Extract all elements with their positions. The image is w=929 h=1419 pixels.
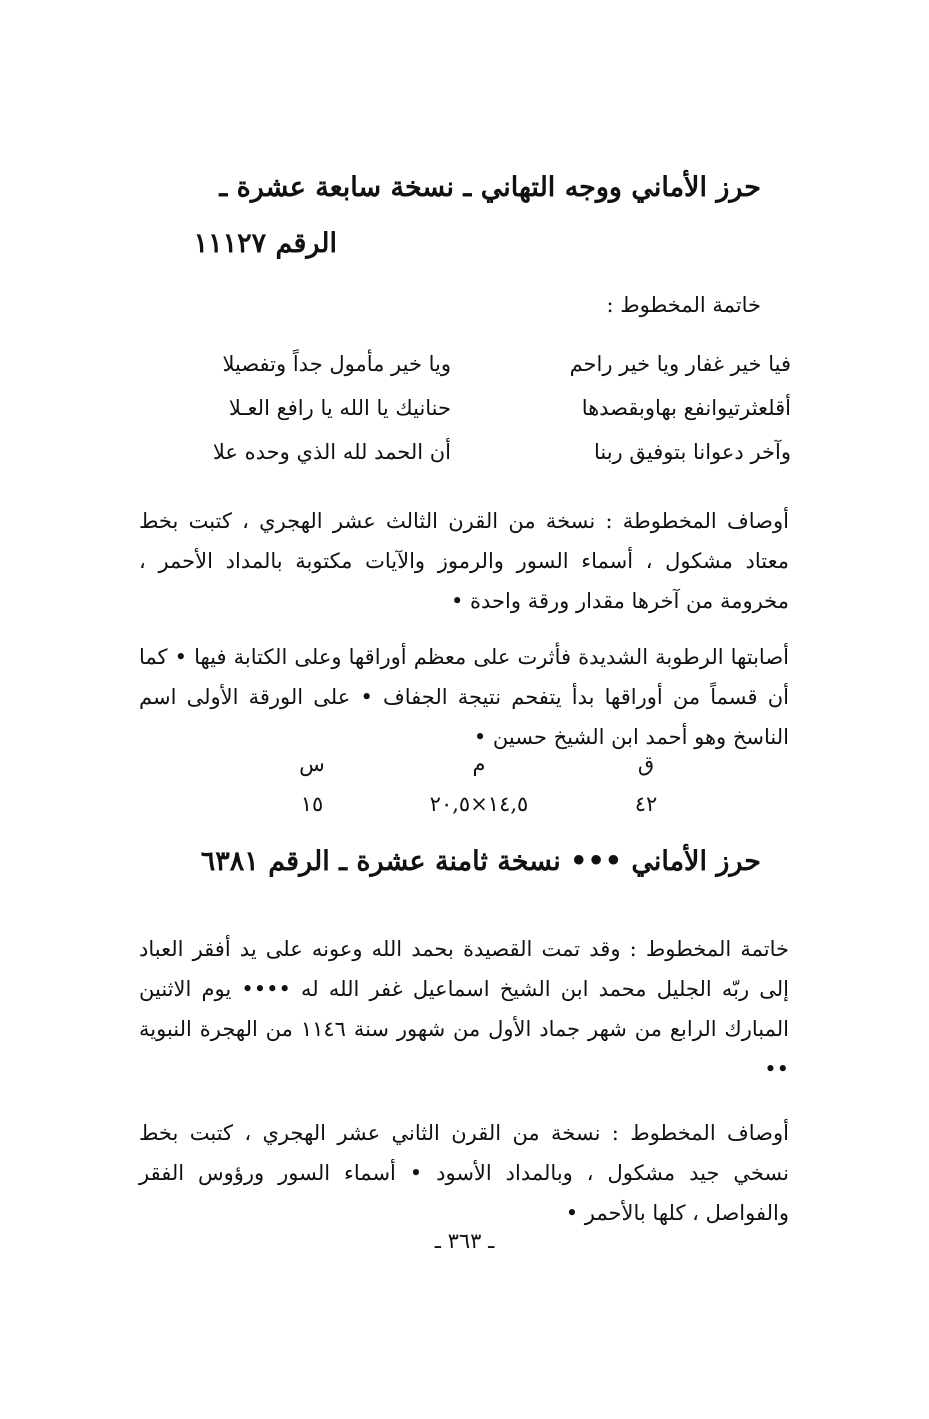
- measure-value: ٤٢: [634, 792, 658, 816]
- verse-row: [161, 342, 791, 386]
- measure-value: ١٥: [300, 792, 324, 816]
- measure-header: س: [299, 752, 325, 776]
- verse-row: [161, 386, 791, 430]
- verse-first-hemistich: وآخر دعوانا بتوفيق ربنا: [593, 440, 791, 464]
- section-2-ending: خاتمة المخطوط : وقد تمت القصيدة بحمد الله وعونه على يد أفقر العباد إلى ربّه الجليل محمد ابن الشيخ اسماعيل غفر الله له •••• يوم الاثنين المبارك الرابع من شهر جماد الأول من شهور سنة ١١٤٦ من الهجرة النبوية ••: [139, 937, 789, 1081]
- verse-first-hemistich: فيا خير غفار ويا خير راحم: [569, 352, 791, 376]
- section-1-description: أوصاف المخطوطة : نسخة من القرن الثالث عشر الهجري ، كتبت بخط معتاد مشكول ، أسماء السور والرموز والآيات مكتوبة بالمداد الأحمر ، مخرومة من آخرها مقدار ورقة واحدة •: [139, 509, 789, 613]
- measure-header: ق: [637, 752, 655, 776]
- verse-first-hemistich: أقلعثرتيوانفع بهاوبقصدها: [581, 396, 791, 420]
- measure-value: ١٤,٥×٢٠,٥: [429, 792, 529, 816]
- section-2-title: حرز الأماني ••• نسخة ثامنة عشرة ـ الرقم ٦٣٨١: [200, 846, 761, 877]
- verse-block: [161, 342, 791, 474]
- section-1-ending-label: خاتمة المخطوط :: [606, 293, 761, 317]
- verse-second-hemistich: ويا خير مأمول جداً وتفصيلا: [222, 352, 451, 376]
- verse-second-hemistich: حنانيك يا الله يا رافع العـلا: [228, 396, 451, 420]
- page-number: ـ ٣٦٣ ـ: [434, 1229, 495, 1253]
- measurements-header-row: [229, 744, 729, 784]
- measurements-value-row: [229, 784, 729, 824]
- section-1-title: حرز الأماني ووجه التهاني ـ نسخة سابعة عشرة ـ: [219, 172, 761, 203]
- verse-row: [161, 430, 791, 474]
- measure-header: م: [472, 752, 486, 776]
- section-1-number: الرقم ١١١٢٧: [193, 228, 337, 259]
- verse-second-hemistich: أن الحمد لله الذي وحده علا: [212, 440, 451, 464]
- section-1-condition: أصابتها الرطوبة الشديدة فأثرت على معظم أوراقها وعلى الكتابة فيها • كما أن قسماً من أوراقها بدأ يتفحم نتيجة الجفاف • على الورقة الأولى اسم الناسخ وهو أحمد ابن الشيخ حسين •: [139, 645, 789, 749]
- section-2-description: أوصاف المخطوط : نسخة من القرن الثاني عشر الهجري ، كتبت بخط نسخي جيد مشكول ، وبالمداد الأسود • أسماء السور ورؤوس الفقر والفواصل ، كلها بالأحمر •: [139, 1121, 789, 1225]
- measurements-table: [229, 744, 729, 824]
